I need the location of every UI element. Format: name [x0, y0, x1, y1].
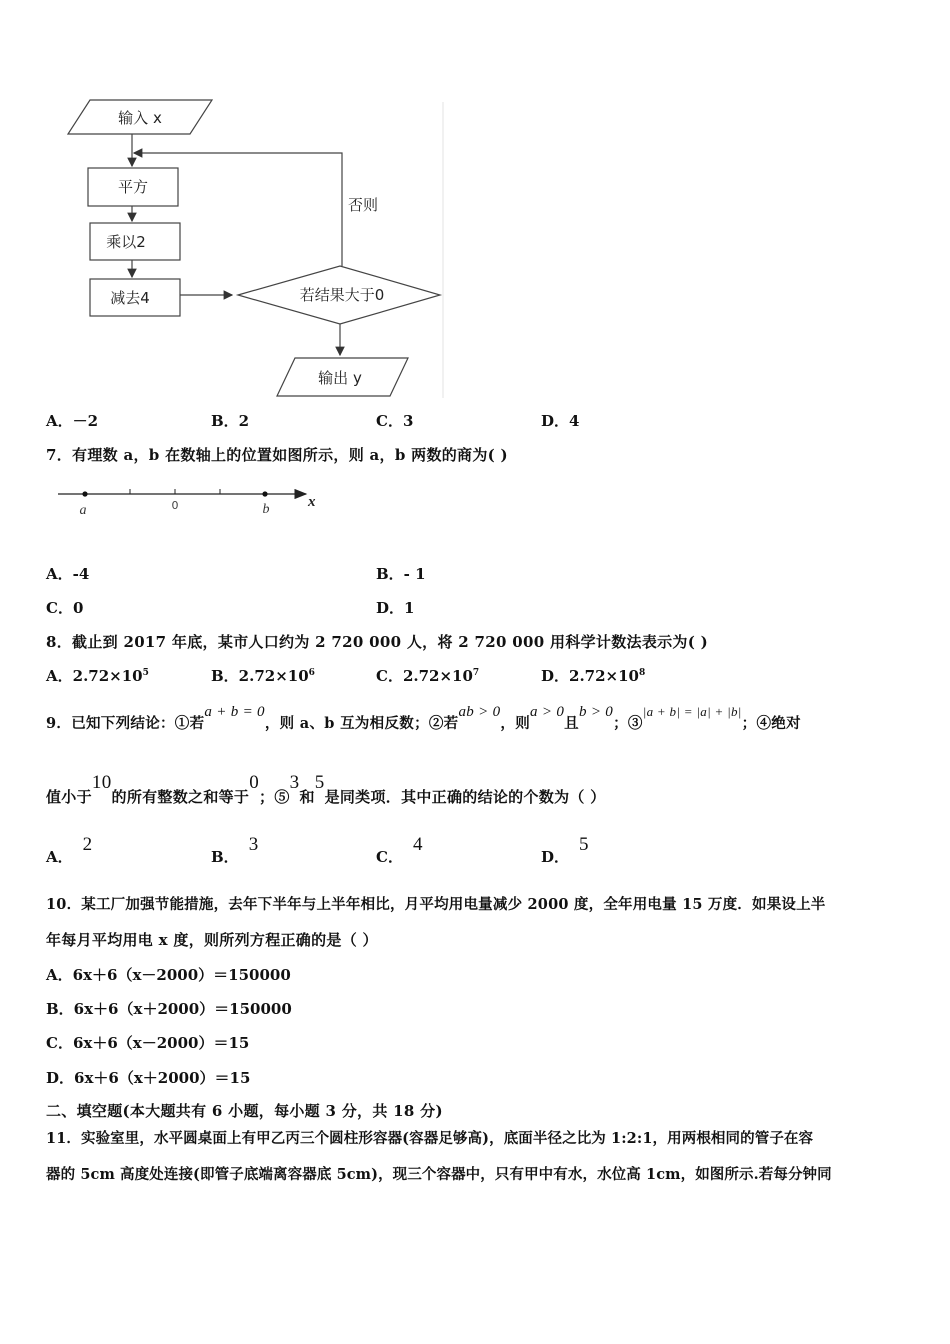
q9-option-a: A．2 — [46, 834, 93, 866]
q11-line-2: 器的 5cm 高度处连接(即管子底端离容器底 5cm)，现三个容器中，只有甲中有水，水位高 1cm，如图所示.若每分钟同 — [46, 1166, 832, 1183]
q10-line-1: 10．某工厂加强节能措施，去年下半年与上半年相比，月平均用电量减少 2000 度，全年用电量 15 万度．如果设上半 — [46, 896, 826, 913]
q9-option-c: C．4 — [376, 834, 423, 866]
decision-label: 若结果大于0 — [299, 286, 385, 304]
axis-label-a: a — [79, 503, 87, 518]
q6-option-b: B．2 — [211, 412, 250, 430]
q9-option-d: D．5 — [541, 834, 589, 866]
q7-option-c: C．0 — [46, 599, 84, 617]
q7-option-d: D．1 — [376, 599, 415, 617]
q8-option-d: D．$2.72\times 10^8$ — [541, 667, 646, 685]
flowchart-diagram — [0, 0, 470, 405]
q10-option-b: B．6x＋6（x＋2000）＝150000 — [46, 1000, 292, 1018]
no-label: 否则 — [347, 196, 379, 214]
q9-line-2: 值小于10的所有整数之和等于0；⑤3和5是同类项．其中正确的结论的个数为（ ） — [46, 772, 606, 806]
point-a — [82, 491, 87, 496]
subtract-label: 减去4 — [110, 289, 150, 307]
output-label: 输出 y — [318, 369, 362, 387]
point-b — [262, 491, 267, 496]
q10-option-d: D．6x＋6（x＋2000）＝15 — [46, 1069, 251, 1087]
q6-option-a: A．－2 — [46, 412, 99, 430]
q9-option-b: B．3 — [211, 834, 259, 866]
q10-option-a: A．6x＋6（x－2000）＝150000 — [46, 966, 291, 984]
q8-option-c: C．$2.72\times 10^7$ — [376, 667, 480, 685]
axis-label-x: x — [308, 494, 316, 510]
q11-line-1: 11．实验室里，水平圆桌面上有甲乙丙三个圆柱形容器(容器足够高)，底面半径之比为 1:2:1，用两根相同的管子在容 — [46, 1130, 814, 1147]
q7-option-a: A．-4 — [46, 565, 90, 583]
q8-stem: 8．截止到 2017 年底，某市人口约为 2 720 000 人，将 2 720 000 用科学计数法表示为( ) — [46, 633, 709, 651]
q10-line-2: 年每月平均用电 x 度，则所列方程正确的是（ ） — [46, 931, 378, 949]
number-line — [50, 480, 340, 520]
q6-option-d: D．4 — [541, 412, 580, 430]
square-label: 平方 — [117, 178, 149, 196]
q8-option-b: B．$2.72\times 10^6$ — [211, 667, 315, 685]
axis-label-b: b — [262, 502, 270, 517]
q7-option-b: B．- 1 — [376, 565, 426, 583]
q9-line-1: 9．已知下列结论：①若a + b = 0，则 a、b 互为相反数；②若ab > 0，则a > 0且b > 0；③|a + b| = |a| + |b|；④绝对 — [46, 704, 801, 732]
q10-option-c: C．6x＋6（x－2000）＝15 — [46, 1034, 250, 1052]
q6-option-c: C．3 — [376, 412, 414, 430]
input-label: 输入 x — [118, 109, 162, 127]
section-2-heading: 二、填空题(本大题共有 6 小题，每小题 3 分，共 18 分) — [46, 1102, 443, 1120]
axis-label-zero: 0 — [171, 499, 179, 512]
multiply-label: 乘以2 — [106, 233, 146, 251]
q7-stem: 7．有理数 a，b 在数轴上的位置如图所示，则 a，b 两数的商为( ) — [46, 446, 508, 464]
q8-option-a: A．$2.72\times 10^5$ — [46, 667, 149, 685]
